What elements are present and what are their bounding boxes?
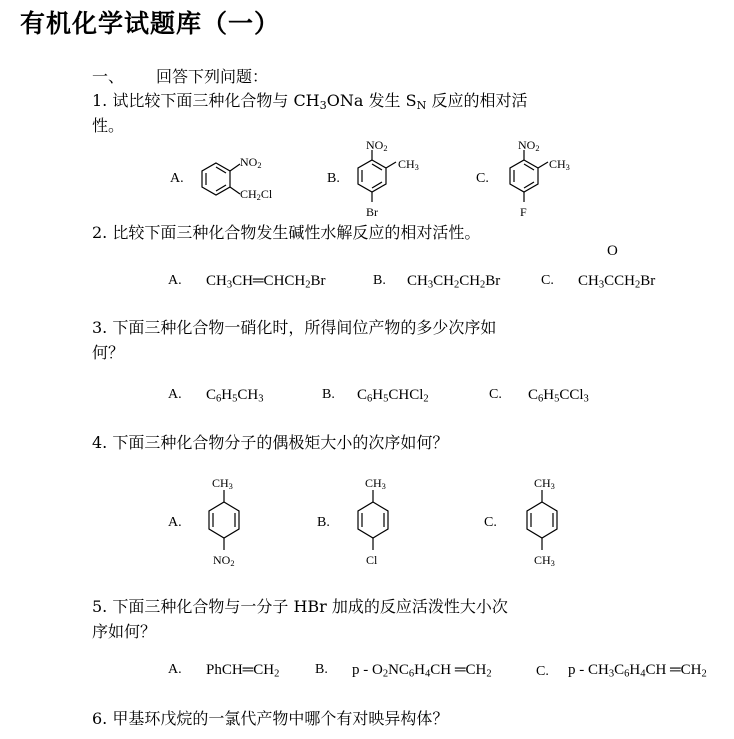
q2-carbonyl-oxygen: O <box>607 243 618 259</box>
q3-option-b-formula: $C_6H_5CHCl_2$ <box>357 387 429 405</box>
q3-option-c-formula: $C_6H_5CCl_3$ <box>528 387 589 405</box>
q1-option-b-bromo: Br <box>366 205 378 219</box>
q2-option-c-formula: $CH_3CCH_2Br$ <box>578 273 656 291</box>
q1-option-c-nitro: $NO_2$ <box>518 138 540 154</box>
q4-option-c-bottom-methyl: $CH_3$ <box>534 553 555 569</box>
q4-option-b-top-methyl: $CH_3$ <box>365 476 386 492</box>
q2-option-a-formula: $CH_3CH═CHCH_2Br$ <box>206 273 326 291</box>
question-1-line-2: 性。 <box>92 116 125 135</box>
question-5-line-2: 序如何？ <box>92 622 157 641</box>
q1-option-a-label: A. <box>170 171 184 186</box>
question-3-line-2: 何？ <box>92 343 125 362</box>
q1-option-c-label: C. <box>476 171 489 186</box>
q1-option-a-chloromethyl: $CH_2Cl$ <box>240 187 273 203</box>
q4-option-a-top-methyl: $CH_3$ <box>212 476 233 492</box>
section-heading <box>92 64 268 87</box>
q4-option-a-benzene-ring <box>202 490 246 556</box>
question-4-text: 4. 下面三种化合物分子的偶极矩大小的次序如何？ <box>92 433 449 452</box>
question-3-line-1: 3. 下面三种化合物一硝化时，所得间位产物的多少次序如 <box>92 318 497 337</box>
question-1-line-1: 1. 试比较下面三种化合物与 $CH_3ONa$ 发生 $S_N$ 反应的相对活 <box>92 91 528 112</box>
q2-option-b-formula: $CH_3CH_2CH_2Br$ <box>407 273 501 291</box>
question-5-line-1: 5. 下面三种化合物与一分子 HBr 加成的反应活泼性大小次 <box>92 597 508 616</box>
q2-option-c-label: C. <box>541 273 554 288</box>
q5-option-a-label: A. <box>168 662 182 677</box>
question-2-text: 2. 比较下面三种化合物发生碱性水解反应的相对活性。 <box>92 223 481 242</box>
q3-option-a-label: A. <box>168 387 182 402</box>
q4-option-a-bottom-nitro: $NO_2$ <box>213 553 235 569</box>
q3-option-c-label: C. <box>489 387 502 402</box>
question-6-text: 6. 甲基环戊烷的一氯代产物中哪个有对映异构体？ <box>92 709 449 728</box>
q4-option-b-label: B. <box>317 515 330 530</box>
q1-option-b-label: B. <box>327 171 340 186</box>
q5-option-b-label: B. <box>315 662 328 677</box>
q4-option-b-benzene-ring <box>351 490 395 556</box>
q4-option-b-bottom-chloro: Cl <box>366 553 378 567</box>
section-title: 回答下列问题： <box>156 67 269 86</box>
q1-option-c-methyl: $CH_3$ <box>549 157 570 173</box>
q1-option-b-nitro: $NO_2$ <box>366 138 388 154</box>
q2-option-a-label: A. <box>168 273 182 288</box>
q3-option-b-label: B. <box>322 387 335 402</box>
q3-option-a-formula: $C_6H_5CH_3$ <box>206 387 264 405</box>
q5-option-b-formula: p - $O_2NC_6H_4CH$ $═CH_2$ <box>352 662 492 680</box>
q5-option-a-formula: $PhCH═CH_2$ <box>206 662 280 680</box>
q4-option-c-top-methyl: $CH_3$ <box>534 476 555 492</box>
q4-option-c-label: C. <box>484 515 497 530</box>
q1-option-c-fluoro: F <box>520 205 527 219</box>
page-title: 有机化学试题库（一） <box>20 9 281 38</box>
q2-option-b-label: B. <box>373 273 386 288</box>
q5-option-c-label: C. <box>536 664 549 679</box>
section-number: 一、 <box>92 67 125 86</box>
q1-option-b-methyl: $CH_3$ <box>398 157 419 173</box>
q1-option-a-nitro: $NO_2$ <box>240 155 262 171</box>
q4-option-c-benzene-ring <box>520 490 564 556</box>
q4-option-a-label: A. <box>168 515 182 530</box>
q5-option-c-formula: p - $CH_3C_6H_4CH$ $═CH_2$ <box>568 662 707 680</box>
